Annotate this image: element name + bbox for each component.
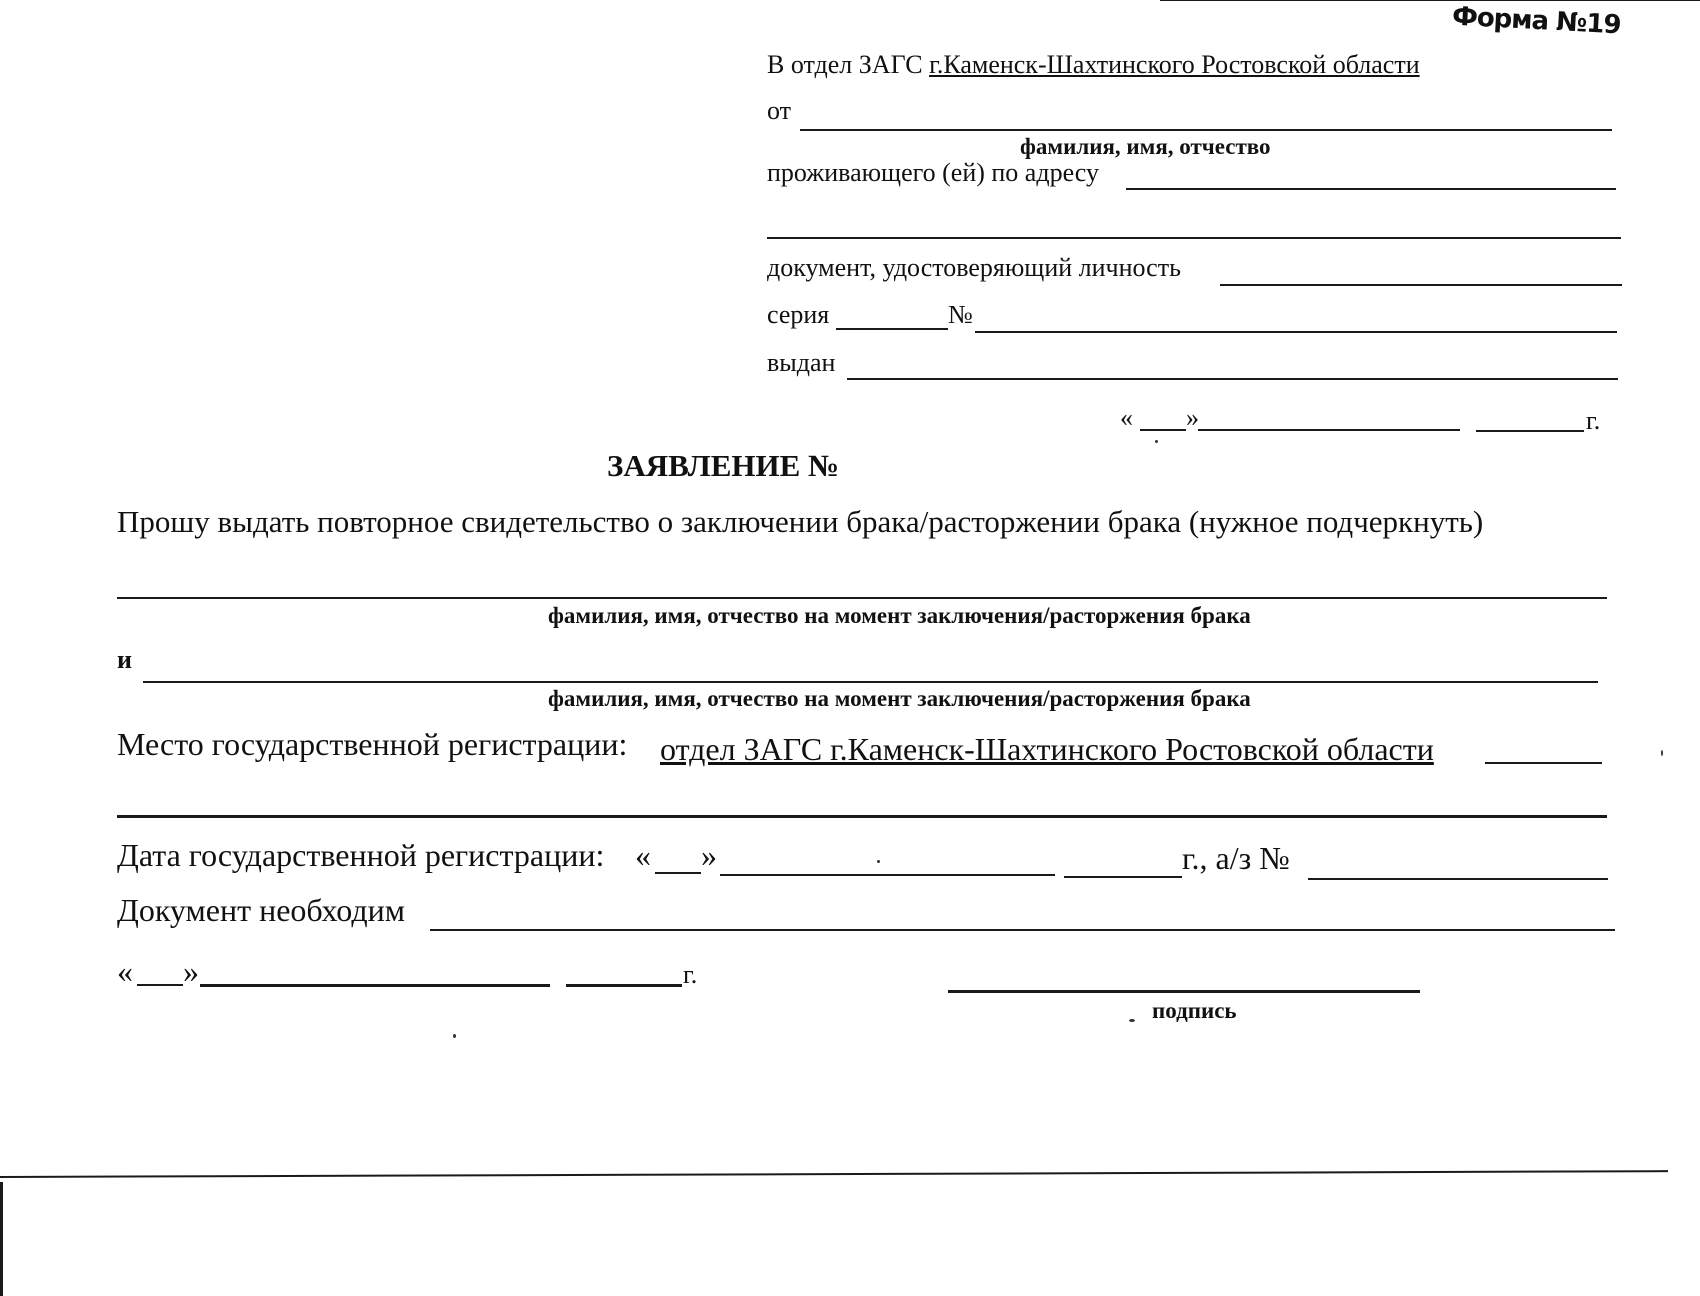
form-number: Форма №19 — [1451, 1, 1622, 41]
from-input-line[interactable] — [800, 129, 1612, 131]
issued-input-line[interactable] — [847, 378, 1618, 380]
registration-date-year-line[interactable] — [1064, 876, 1182, 878]
registration-date-close-quote: » — [701, 837, 717, 873]
header-date-year-line[interactable] — [1476, 430, 1584, 432]
footer-date-year-line[interactable] — [566, 984, 682, 987]
registration-place-label: Место государственной регистрации: — [117, 726, 628, 762]
number-input-line[interactable] — [975, 331, 1617, 333]
address-input-line-2[interactable] — [767, 237, 1621, 239]
signature-caption: подпись — [1152, 998, 1237, 1023]
series-input-line[interactable] — [836, 328, 948, 330]
request-text: Прошу выдать повторное свидетельство о заключении брака/расторжении брака (нужное подчеркнуть) — [117, 504, 1484, 539]
series-label: серия — [767, 300, 830, 329]
recipient-line — [767, 52, 1420, 78]
footer-date-close-quote: » — [183, 953, 199, 989]
record-number-input-line[interactable] — [1308, 878, 1608, 880]
recipient-prefix: В отдел ЗАГС — [767, 50, 930, 79]
signature-line[interactable] — [948, 990, 1420, 993]
header-date-year-suffix: г. — [1586, 406, 1601, 435]
header-date-month-line[interactable] — [1198, 429, 1460, 431]
document-needed-input-line[interactable] — [430, 929, 1615, 931]
header-date-close-quote: » — [1186, 403, 1199, 432]
header-date-day-line[interactable] — [1140, 429, 1186, 431]
id-document-label: документ, удостоверяющий личность — [767, 253, 1181, 282]
registration-date-label: Дата государственной регистрации: — [117, 837, 605, 873]
issued-label: выдан — [767, 348, 836, 377]
registration-date-month-line[interactable] — [720, 874, 1055, 876]
document-needed-label: Документ необходим — [117, 892, 405, 928]
registration-place-line-2[interactable] — [117, 815, 1607, 818]
scan-speck — [453, 1034, 456, 1038]
number-label: № — [948, 300, 973, 329]
person-1-caption: фамилия, имя, отчество на момент заключения/расторжения брака — [548, 603, 1251, 628]
page-fold-line — [0, 1170, 1668, 1178]
scan-speck — [1661, 750, 1663, 756]
person-2-input-line[interactable] — [143, 681, 1598, 683]
footer-date-year-suffix: г. — [683, 960, 698, 989]
header-date-open-quote: « — [1120, 403, 1133, 432]
registration-place-value: отдел ЗАГС г.Каменск-Шахтинского Ростовской области — [660, 731, 1434, 767]
scan-top-edge — [1160, 0, 1700, 1]
and-label: и — [117, 645, 132, 674]
from-label: от — [767, 96, 792, 125]
document-title: ЗАЯВЛЕНИЕ № — [607, 448, 840, 483]
footer-date-month-line[interactable] — [200, 984, 550, 987]
registration-date-open-quote: « — [635, 837, 651, 873]
scan-speck — [1155, 440, 1158, 443]
year-record-label: г., а/з № — [1182, 840, 1290, 876]
person-1-input-line[interactable] — [117, 597, 1607, 599]
person-2-caption: фамилия, имя, отчество на момент заключения/расторжения брака — [548, 686, 1251, 711]
registration-place-line-tail[interactable] — [1485, 762, 1602, 764]
scan-speck — [1129, 1019, 1135, 1022]
id-document-input-line[interactable] — [1220, 284, 1622, 286]
fio-caption: фамилия, имя, отчество — [1020, 134, 1271, 159]
recipient-office: г.Каменск-Шахтинского Ростовской области — [929, 50, 1420, 79]
footer-date-day-line[interactable] — [137, 984, 183, 986]
address-label: проживающего (ей) по адресу — [767, 158, 1099, 187]
footer-date-open-quote: « — [117, 953, 133, 989]
address-input-line-1[interactable] — [1126, 188, 1616, 190]
registration-date-day-line[interactable] — [655, 872, 701, 874]
scan-speck — [877, 860, 880, 863]
page-left-edge — [0, 1182, 3, 1296]
